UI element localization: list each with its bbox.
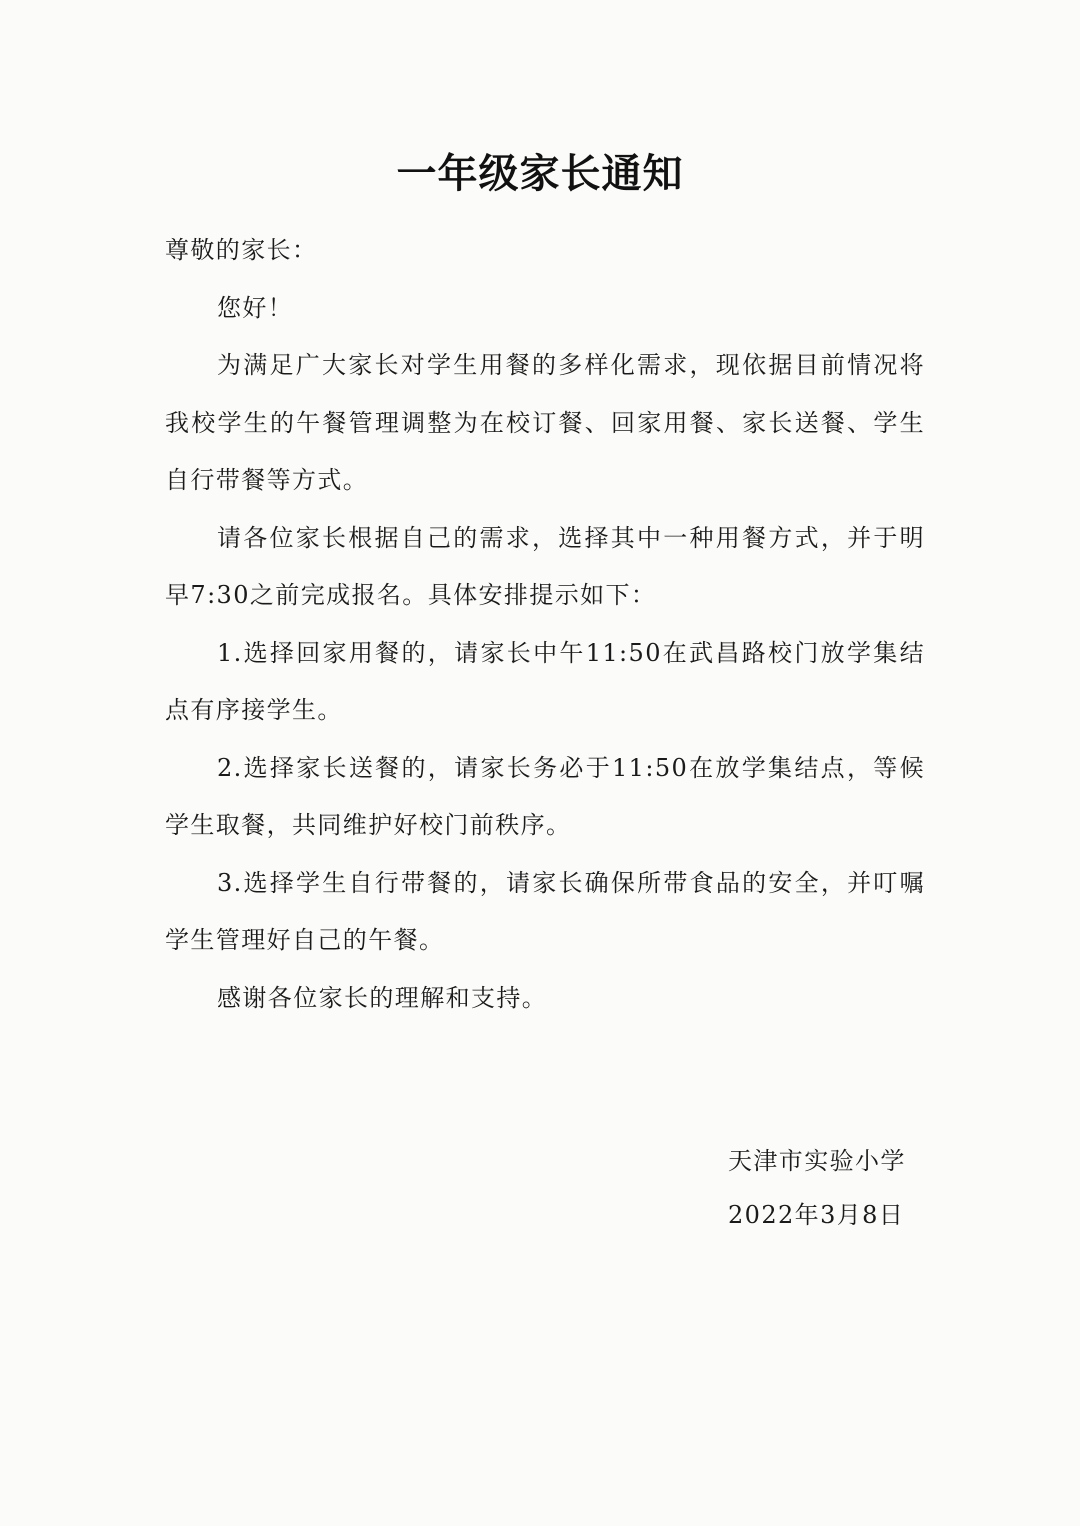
paragraph-item-2: 2.选择家长送餐的，请家长务必于11:50在放学集结点，等候学生取餐，共同维护好校门前秩序。 (165, 753, 925, 839)
document-title: 一年级家长通知 (396, 151, 684, 197)
paragraph-item-1: 1.选择回家用餐的，请家长中午11:50在武昌路校门放学集结点有序接学生。 (165, 638, 925, 724)
signature-block (728, 1134, 906, 1242)
salutation: 尊敬的家长： (165, 236, 318, 264)
paragraph-thanks: 感谢各位家长的理解和支持。 (217, 983, 548, 1012)
paragraph-registration: 请各位家长根据自己的需求，选择其中一种用餐方式，并于明早7:30之前完成报名。具体安排提示如下： (165, 523, 925, 609)
signature-date: 2022年3月8日 (728, 1201, 905, 1229)
paragraph-intro: 为满足广大家长对学生用餐的多样化需求，现依据目前情况将我校学生的午餐管理调整为在校订餐、回家用餐、家长送餐、学生自行带餐等方式。 (165, 351, 925, 494)
paragraph-item-3: 3.选择学生自行带餐的，请家长确保所带食品的安全，并叮嘱学生管理好自己的午餐。 (165, 868, 925, 954)
document-body (165, 222, 925, 1027)
greeting: 您好！ (217, 293, 294, 322)
signature-organization: 天津市实验小学 (728, 1147, 906, 1175)
